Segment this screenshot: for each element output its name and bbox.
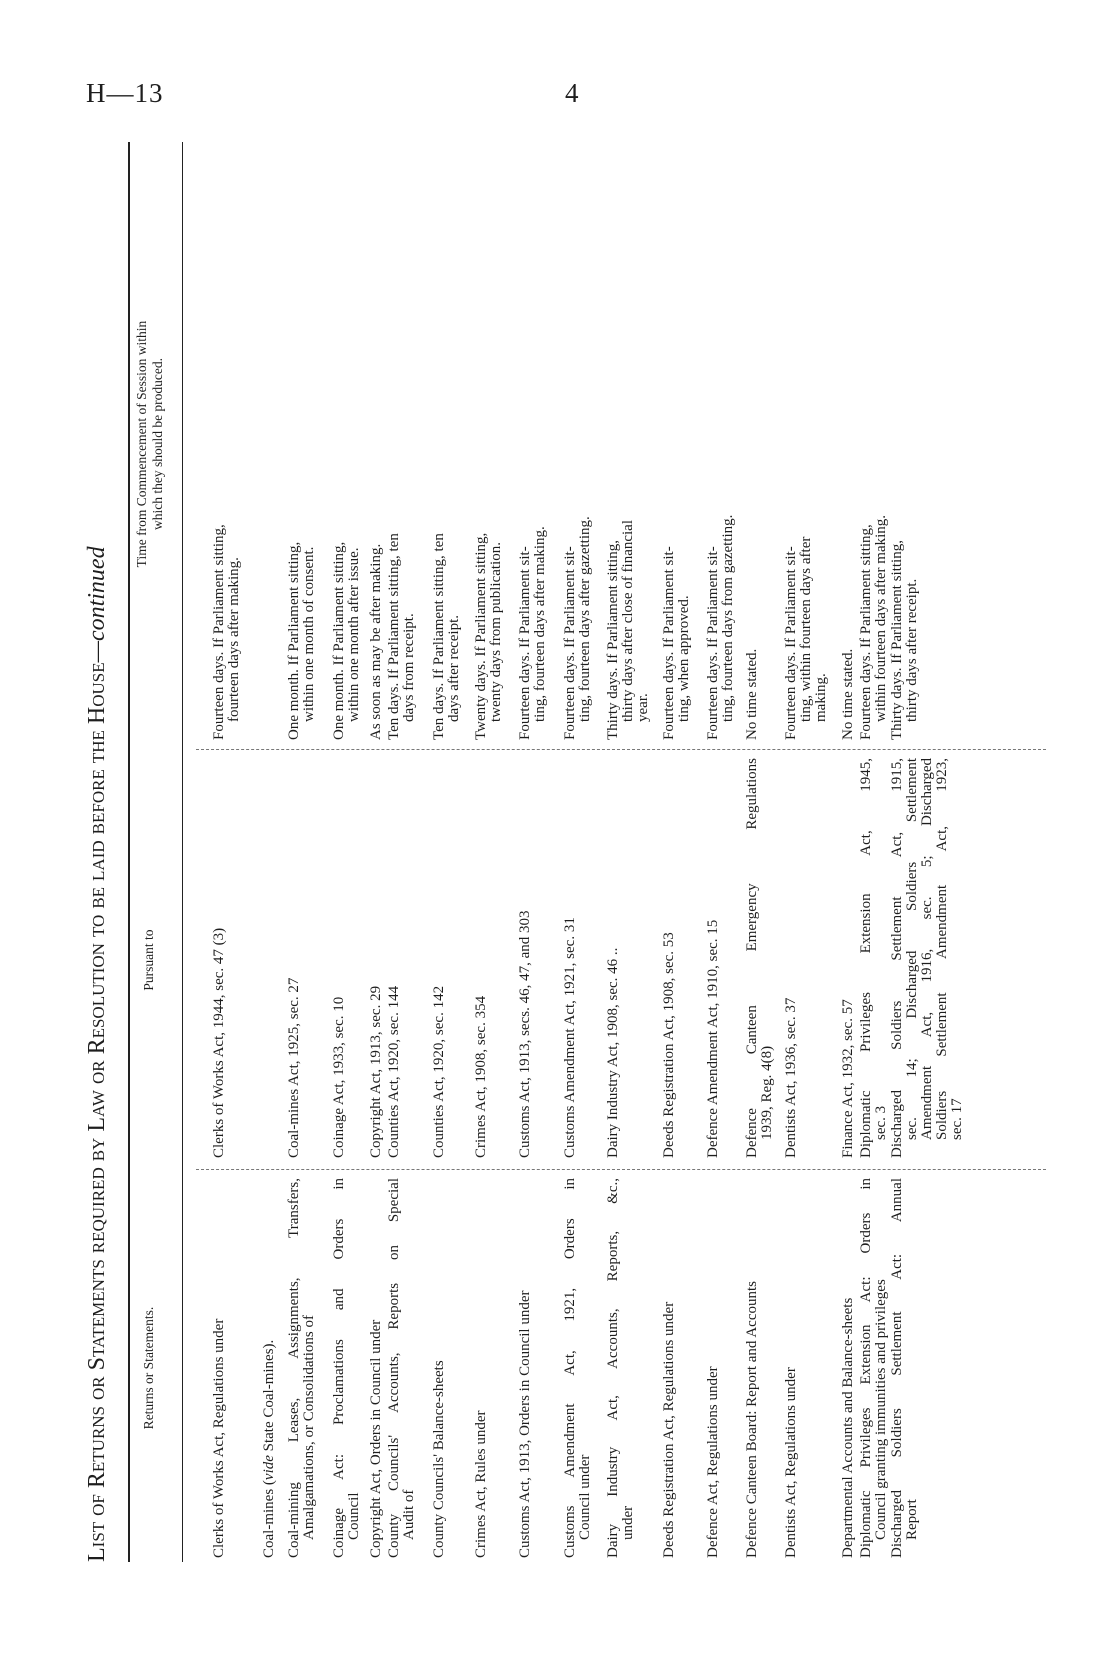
cell-line: Soldiers Settlement Amendment Act, 1923, bbox=[934, 758, 950, 1140]
cell-line: County Councils' Accounts, Reports on Special bbox=[386, 1178, 402, 1558]
pursuant-cell bbox=[287, 758, 302, 1158]
cell-line: Finance Act, 1932, sec. 57 bbox=[840, 999, 856, 1158]
cell-line: Fourteen days. If Parliament sit- bbox=[783, 546, 799, 740]
returns-cell bbox=[287, 1178, 317, 1558]
cell-line: Dairy Industry Act, 1908, sec. 46 .. bbox=[605, 947, 621, 1158]
returns-cell bbox=[662, 1178, 677, 1558]
cell-line: Deeds Registration Act, 1908, sec. 53 bbox=[661, 932, 677, 1158]
pursuant-cell bbox=[859, 758, 889, 1158]
cell-line: Defence Act, Regulations under bbox=[705, 1366, 721, 1558]
cell-line: Coinage Act, 1933, sec. 10 bbox=[331, 996, 347, 1158]
cell-line: Defence Canteen Board: Report and Accounts bbox=[744, 1281, 760, 1558]
time-cell bbox=[332, 342, 362, 740]
cell-line: Council under bbox=[577, 1454, 593, 1540]
top-rule bbox=[128, 142, 130, 1562]
caption-part: House bbox=[84, 662, 110, 725]
column-header-returns: Returns or Statements. bbox=[141, 1306, 156, 1430]
cell-line: within one month of consent. bbox=[301, 546, 317, 722]
cell-line: Counties Act, 1920, sec. 142 bbox=[431, 985, 447, 1158]
cell-line: Coal-mining Leases, Assignments, Transfers, bbox=[286, 1178, 302, 1558]
cell-line: Copyright Act, Orders in Council under bbox=[368, 1319, 384, 1558]
cell-line: making. bbox=[813, 673, 829, 722]
cell-line: Copyright Act, 1913, sec. 29 bbox=[368, 985, 384, 1158]
returns-cell bbox=[745, 1178, 760, 1558]
pursuant-cell bbox=[332, 758, 347, 1158]
cell-line: Fourteen days. If Parliament sit- bbox=[705, 546, 721, 740]
cell-line: No time stated. bbox=[840, 648, 856, 740]
caption-part: Law or Resolution bbox=[84, 943, 110, 1132]
time-cell bbox=[745, 342, 760, 740]
cell-line: Discharged Soldiers Settlement Act, 1915, bbox=[889, 758, 905, 1158]
cell-line: Amendment Act, 1916, sec. 5; Discharged bbox=[919, 758, 935, 1140]
cell-line: Council granting immunities and privileges bbox=[873, 1279, 889, 1540]
returns-cell bbox=[262, 1178, 277, 1558]
returns-cell bbox=[332, 1178, 362, 1558]
column-header-time bbox=[134, 142, 166, 746]
cell-line: days from receipt. bbox=[401, 613, 417, 722]
cell-line: Counties Act, 1920, sec. 144 bbox=[386, 985, 402, 1158]
cell-line: Customs Act, 1913, Orders in Council under bbox=[517, 1290, 533, 1558]
cell-line: sec. 17 bbox=[949, 1098, 965, 1140]
cell-line: Crimes Act, 1908, sec. 354 bbox=[473, 995, 489, 1158]
cell-line: Audit of bbox=[401, 1489, 417, 1540]
header-rule bbox=[182, 142, 183, 1562]
caption-part: required by bbox=[84, 1131, 110, 1260]
cell-line: Fourteen days. If Parliament sitting, bbox=[858, 524, 874, 740]
cell-line: Customs Amendment Act, 1921, sec. 31 bbox=[562, 917, 578, 1158]
pursuant-cell bbox=[432, 758, 447, 1158]
cell-line: ting, fourteen days after making. bbox=[532, 526, 548, 722]
returns-cell bbox=[369, 1178, 384, 1558]
pursuant-cell bbox=[784, 758, 799, 1158]
caption-part: —continued bbox=[84, 546, 110, 663]
cell-line: County Councils' Balance-sheets bbox=[431, 1360, 447, 1558]
cell-line: Defence Canteen Emergency Regulations bbox=[744, 758, 760, 1158]
cell-line: Customs Act, 1913, secs. 46, 47, and 303 bbox=[517, 910, 533, 1158]
cell-line: fourteen days after making. bbox=[226, 557, 242, 722]
cell-line: days after receipt. bbox=[446, 614, 462, 722]
cell-line: thirty days after close of financial bbox=[620, 519, 636, 722]
pursuant-cell bbox=[212, 758, 227, 1158]
returns-cell bbox=[387, 1178, 417, 1558]
time-cell bbox=[518, 342, 548, 740]
cell-line: thirty days after receipt. bbox=[904, 578, 920, 722]
column-divider bbox=[196, 749, 1046, 750]
cell-line: Discharged Soldiers Settlement Act: Annual bbox=[889, 1178, 905, 1558]
time-cell bbox=[606, 342, 651, 740]
cell-line: Dentists Act, 1936, sec. 37 bbox=[783, 997, 799, 1158]
pursuant-cell bbox=[890, 758, 965, 1158]
cell-line: Twenty days. If Parliament sitting, bbox=[473, 532, 489, 740]
returns-cell bbox=[606, 1178, 636, 1558]
cell-line: Fourteen days. If Parliament sit- bbox=[661, 546, 677, 740]
time-cell bbox=[859, 342, 889, 740]
cell-line: Diplomatic Privileges Extension Act, 1945, bbox=[858, 758, 874, 1158]
time-cell bbox=[432, 342, 462, 740]
pursuant-cell bbox=[563, 758, 578, 1158]
column-header-time-line-2: which they should be produced. bbox=[150, 357, 165, 531]
column-header-time-line-1: Time from Commencement of Session within bbox=[134, 320, 149, 568]
time-cell bbox=[890, 342, 920, 740]
page-number: 4 bbox=[565, 78, 580, 108]
returns-cell bbox=[706, 1178, 721, 1558]
cell-line: One month. If Parliament sitting, bbox=[331, 541, 347, 740]
cell-line: Fourteen days. If Parliament sit- bbox=[517, 546, 533, 740]
document-code: H—13 bbox=[86, 78, 164, 108]
cell-line: ting, within fourteen days after bbox=[798, 536, 814, 722]
cell-line: Thirty days. If Parliament sitting, bbox=[605, 540, 621, 740]
cell-line: No time stated. bbox=[744, 648, 760, 740]
cell-line: Dairy Industry Act, Accounts, Reports, &c., bbox=[605, 1178, 621, 1558]
cell-line: Ten days. If Parliament sitting, ten bbox=[386, 533, 402, 740]
returns-cell bbox=[784, 1178, 799, 1558]
cell-line: Clerks of Works Act, Regulations under bbox=[211, 1318, 227, 1558]
cell-line: within fourteen days after making. bbox=[873, 514, 889, 722]
cell-line: Deeds Registration Act, Regulations under bbox=[661, 1301, 677, 1558]
pursuant-cell bbox=[369, 758, 384, 1158]
time-cell bbox=[784, 342, 829, 740]
time-cell bbox=[563, 342, 593, 740]
returns-cell bbox=[563, 1178, 593, 1558]
cell-line: Clerks of Works Act, 1944, sec. 47 (3) bbox=[211, 927, 227, 1158]
cell-line: Report bbox=[904, 1499, 920, 1540]
cell-line: Departmental Accounts and Balance-sheets bbox=[840, 1297, 856, 1558]
column-divider bbox=[196, 1169, 1046, 1170]
cell-line: within one month after issue. bbox=[346, 547, 362, 722]
pursuant-cell bbox=[745, 758, 775, 1158]
time-cell bbox=[662, 342, 692, 740]
returns-cell bbox=[841, 1178, 856, 1558]
pursuant-cell bbox=[662, 758, 677, 1158]
cell-line: Ten days. If Parliament sitting, ten bbox=[431, 533, 447, 740]
caption-part: List of Returns or Statements bbox=[84, 1259, 110, 1562]
cell-line: Council bbox=[346, 1492, 362, 1540]
cell-line: sec. 14; Discharged Soldiers Settlement bbox=[904, 758, 920, 1140]
cell-line: Coinage Act: Proclamations and Orders in bbox=[331, 1178, 347, 1558]
cell-line: Dentists Act, Regulations under bbox=[783, 1367, 799, 1558]
cell-line: Customs Amendment Act, 1921, Orders in bbox=[562, 1178, 578, 1558]
cell-line: As soon as may be after making. bbox=[368, 543, 384, 740]
cell-line: Fourteen days. If Parliament sit- bbox=[562, 546, 578, 740]
returns-cell bbox=[432, 1178, 447, 1558]
returns-cell bbox=[859, 1178, 889, 1558]
pursuant-cell bbox=[518, 758, 533, 1158]
cell-line: ting, fourteen days after gazetting. bbox=[577, 516, 593, 722]
cell-line: year. bbox=[635, 693, 651, 722]
cell-line: ting, fourteen days from gazetting. bbox=[720, 514, 736, 722]
pursuant-cell bbox=[706, 758, 721, 1158]
returns-cell bbox=[890, 1178, 920, 1558]
cell-line: under bbox=[620, 1505, 636, 1540]
cell-line: Coal-mines (vide State Coal-mines). bbox=[261, 1339, 277, 1558]
cell-line: Coal-mines Act, 1925, sec. 27 bbox=[286, 977, 302, 1158]
column-header-pursuant: Pursuant to bbox=[141, 929, 156, 991]
pursuant-cell bbox=[841, 758, 856, 1158]
rotated-table-page bbox=[84, 142, 1092, 1562]
time-cell bbox=[387, 342, 417, 740]
time-cell bbox=[287, 342, 317, 740]
time-cell bbox=[474, 342, 504, 740]
caption-part: to be laid before the bbox=[84, 724, 110, 944]
cell-line: Fourteen days. If Parliament sitting, bbox=[211, 524, 227, 740]
cell-line: Crimes Act, Rules under bbox=[473, 1410, 489, 1558]
cell-line: twenty days from publication. bbox=[488, 542, 504, 722]
pursuant-cell bbox=[474, 758, 489, 1158]
cell-line: Thirty days. If Parliament sitting, bbox=[889, 540, 905, 740]
cell-line: 1939, Reg. 4(8) bbox=[759, 1045, 775, 1140]
cell-line: Diplomatic Privileges Extension Act: Orders in bbox=[858, 1178, 874, 1558]
returns-cell bbox=[518, 1178, 533, 1558]
cell-line: Amalgamations, or Consolidations of bbox=[301, 1315, 317, 1540]
cell-line: Defence Amendment Act, 1910, sec. 15 bbox=[705, 919, 721, 1158]
time-cell bbox=[212, 342, 242, 740]
returns-cell bbox=[474, 1178, 489, 1558]
cell-line: ting, when approved. bbox=[676, 595, 692, 722]
cell-line: sec. 3 bbox=[873, 1105, 889, 1140]
time-cell bbox=[706, 342, 736, 740]
returns-cell bbox=[212, 1178, 227, 1558]
time-cell bbox=[369, 342, 384, 740]
cell-line: One month. If Parliament sitting, bbox=[286, 541, 302, 740]
pursuant-cell bbox=[387, 758, 402, 1158]
pursuant-cell bbox=[606, 758, 621, 1158]
time-cell bbox=[841, 342, 856, 740]
